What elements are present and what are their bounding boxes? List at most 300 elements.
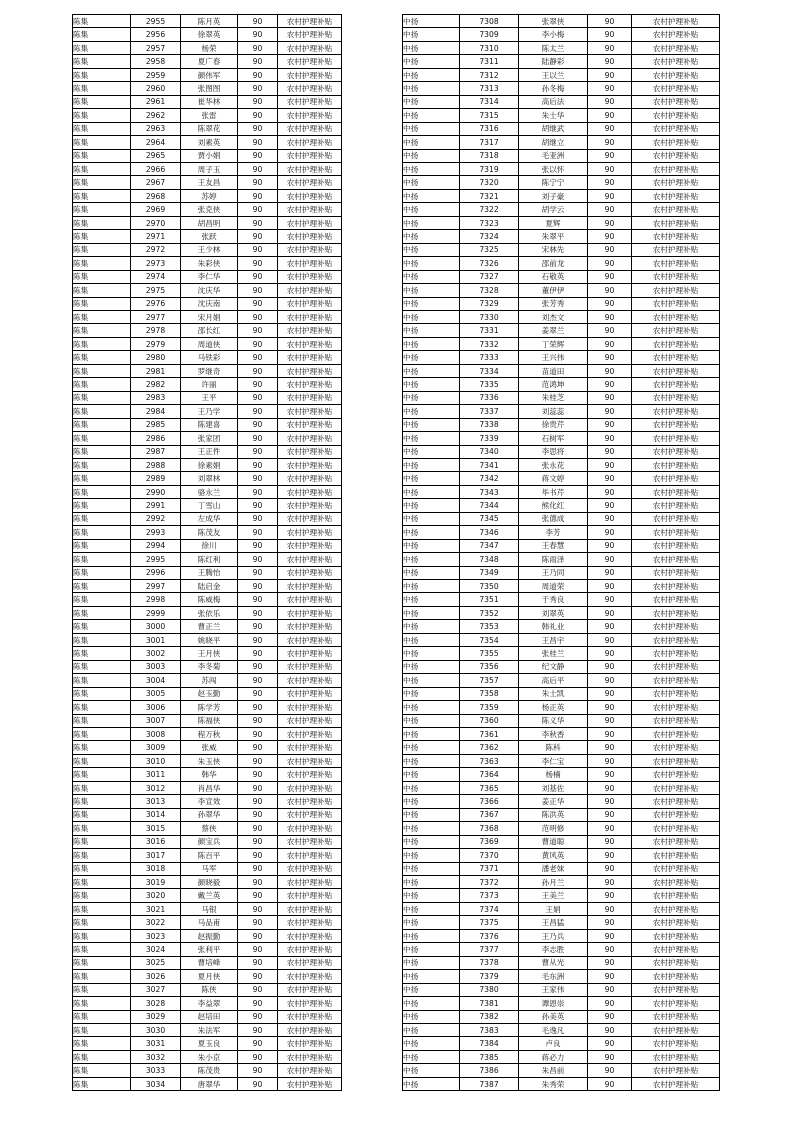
id-cell: 2983 — [131, 391, 181, 404]
amount-cell: 90 — [588, 485, 632, 498]
table-row — [403, 432, 720, 445]
amount-cell: 90 — [238, 1023, 278, 1036]
town-cell: 中扬 — [403, 997, 460, 1010]
name-cell: 石敬英 — [519, 270, 588, 283]
amount-cell: 90 — [238, 889, 278, 902]
subsidy-type-cell: 农村护理补贴 — [632, 257, 720, 270]
table-row — [403, 41, 720, 54]
table-row — [403, 216, 720, 229]
name-cell: 马品甫 — [181, 916, 238, 929]
table-row — [403, 162, 720, 175]
subsidy-type-cell: 农村护理补贴 — [278, 512, 342, 525]
amount-cell: 90 — [238, 28, 278, 41]
town-cell: 中扬 — [403, 95, 460, 108]
id-cell: 7310 — [460, 41, 519, 54]
town-cell: 中扬 — [403, 983, 460, 996]
town-cell: 陈集 — [73, 270, 131, 283]
table-row — [73, 1050, 342, 1063]
subsidy-type-cell: 农村护理补贴 — [632, 633, 720, 646]
town-cell: 陈集 — [73, 606, 131, 619]
amount-cell: 90 — [588, 216, 632, 229]
id-cell: 2996 — [131, 566, 181, 579]
subsidy-type-cell: 农村护理补贴 — [632, 351, 720, 364]
table-row — [73, 943, 342, 956]
town-cell: 中扬 — [403, 149, 460, 162]
amount-cell: 90 — [588, 82, 632, 95]
name-cell: 王正件 — [181, 445, 238, 458]
id-cell: 2956 — [131, 28, 181, 41]
amount-cell: 90 — [588, 728, 632, 741]
table-row — [403, 418, 720, 431]
subsidy-type-cell: 农村护理补贴 — [632, 741, 720, 754]
table-row — [403, 82, 720, 95]
id-cell: 7346 — [460, 526, 519, 539]
name-cell: 张永花 — [519, 458, 588, 471]
town-cell: 中扬 — [403, 15, 460, 28]
id-cell: 2969 — [131, 203, 181, 216]
id-cell: 7324 — [460, 230, 519, 243]
subsidy-type-cell: 农村护理补贴 — [632, 109, 720, 122]
name-cell: 张雷 — [181, 109, 238, 122]
id-cell: 7323 — [460, 216, 519, 229]
name-cell: 朱士凯 — [519, 687, 588, 700]
amount-cell: 90 — [238, 122, 278, 135]
town-cell: 陈集 — [73, 714, 131, 727]
name-cell: 张桂兰 — [519, 647, 588, 660]
subsidy-type-cell: 农村护理补贴 — [632, 458, 720, 471]
town-cell: 中扬 — [403, 620, 460, 633]
table-row — [403, 566, 720, 579]
table-row — [73, 781, 342, 794]
town-cell: 中扬 — [403, 216, 460, 229]
subsidy-type-cell: 农村护理补贴 — [278, 889, 342, 902]
left-subsidy-table — [72, 14, 342, 1091]
name-cell: 马银 — [181, 902, 238, 915]
amount-cell: 90 — [238, 499, 278, 512]
subsidy-type-cell: 农村护理补贴 — [278, 781, 342, 794]
id-cell: 3009 — [131, 741, 181, 754]
table-row — [73, 997, 342, 1010]
subsidy-type-cell: 农村护理补贴 — [632, 593, 720, 606]
name-cell: 王娟 — [519, 902, 588, 915]
amount-cell: 90 — [588, 795, 632, 808]
amount-cell: 90 — [588, 620, 632, 633]
id-cell: 7339 — [460, 432, 519, 445]
table-row — [403, 916, 720, 929]
subsidy-type-cell: 农村护理补贴 — [632, 862, 720, 875]
name-cell: 宋林先 — [519, 243, 588, 256]
id-cell: 3030 — [131, 1023, 181, 1036]
table-row — [403, 1077, 720, 1090]
name-cell: 李仁宝 — [519, 754, 588, 767]
id-cell: 3018 — [131, 862, 181, 875]
subsidy-type-cell: 农村护理补贴 — [632, 902, 720, 915]
table-row — [73, 526, 342, 539]
subsidy-type-cell: 农村护理补贴 — [632, 391, 720, 404]
id-cell: 7383 — [460, 1023, 519, 1036]
name-cell: 张威 — [181, 741, 238, 754]
amount-cell: 90 — [238, 566, 278, 579]
name-cell: 姜正华 — [519, 795, 588, 808]
name-cell: 唐翠华 — [181, 1077, 238, 1090]
town-cell: 陈集 — [73, 472, 131, 485]
town-cell: 中扬 — [403, 566, 460, 579]
table-row — [73, 687, 342, 700]
name-cell: 苏闯 — [181, 674, 238, 687]
subsidy-type-cell: 农村护理补贴 — [632, 580, 720, 593]
id-cell: 7318 — [460, 149, 519, 162]
name-cell: 张跃 — [181, 230, 238, 243]
subsidy-type-cell: 农村护理补贴 — [278, 902, 342, 915]
subsidy-type-cell: 农村护理补贴 — [632, 1077, 720, 1090]
name-cell: 胡继武 — [519, 122, 588, 135]
subsidy-type-cell: 农村护理补贴 — [632, 943, 720, 956]
town-cell: 陈集 — [73, 1050, 131, 1063]
subsidy-type-cell: 农村护理补贴 — [632, 566, 720, 579]
name-cell: 曹从光 — [519, 956, 588, 969]
name-cell: 王乃同 — [519, 566, 588, 579]
table-row — [73, 351, 342, 364]
amount-cell: 90 — [238, 82, 278, 95]
id-cell: 7359 — [460, 701, 519, 714]
name-cell: 张芳秀 — [519, 297, 588, 310]
subsidy-type-cell: 农村护理补贴 — [632, 916, 720, 929]
subsidy-type-cell: 农村护理补贴 — [632, 1037, 720, 1050]
subsidy-type-cell: 农村护理补贴 — [632, 849, 720, 862]
id-cell: 3027 — [131, 983, 181, 996]
town-cell: 中扬 — [403, 580, 460, 593]
name-cell: 陆启金 — [181, 580, 238, 593]
name-cell: 朱昌前 — [519, 1064, 588, 1077]
id-cell: 3029 — [131, 1010, 181, 1023]
town-cell: 陈集 — [73, 728, 131, 741]
town-cell: 陈集 — [73, 95, 131, 108]
table-row — [73, 230, 342, 243]
town-cell: 中扬 — [403, 1023, 460, 1036]
id-cell: 7363 — [460, 754, 519, 767]
id-cell: 3033 — [131, 1064, 181, 1077]
table-row — [73, 620, 342, 633]
subsidy-type-cell: 农村护理补贴 — [278, 445, 342, 458]
amount-cell: 90 — [238, 109, 278, 122]
subsidy-type-cell: 农村护理补贴 — [632, 472, 720, 485]
amount-cell: 90 — [588, 781, 632, 794]
amount-cell: 90 — [588, 1050, 632, 1063]
amount-cell: 90 — [588, 835, 632, 848]
amount-cell: 90 — [238, 620, 278, 633]
amount-cell: 90 — [588, 970, 632, 983]
name-cell: 杨荣 — [181, 41, 238, 54]
subsidy-type-cell: 农村护理补贴 — [278, 660, 342, 673]
amount-cell: 90 — [588, 1064, 632, 1077]
town-cell: 陈集 — [73, 176, 131, 189]
table-row — [73, 458, 342, 471]
name-cell: 刘素英 — [181, 136, 238, 149]
name-cell: 丁雪山 — [181, 499, 238, 512]
table-row — [403, 876, 720, 889]
table-row — [73, 647, 342, 660]
town-cell: 陈集 — [73, 580, 131, 593]
amount-cell: 90 — [588, 1077, 632, 1090]
subsidy-type-cell: 农村护理补贴 — [632, 405, 720, 418]
town-cell: 中扬 — [403, 714, 460, 727]
id-cell: 7364 — [460, 768, 519, 781]
name-cell: 李益翠 — [181, 997, 238, 1010]
table-row — [73, 109, 342, 122]
amount-cell: 90 — [588, 983, 632, 996]
town-cell: 陈集 — [73, 109, 131, 122]
name-cell: 朱翠平 — [519, 230, 588, 243]
table-row — [73, 566, 342, 579]
town-cell: 陈集 — [73, 1064, 131, 1077]
town-cell: 中扬 — [403, 55, 460, 68]
town-cell: 陈集 — [73, 351, 131, 364]
town-cell: 陈集 — [73, 122, 131, 135]
town-cell: 中扬 — [403, 189, 460, 202]
id-cell: 3020 — [131, 889, 181, 902]
id-cell: 7371 — [460, 862, 519, 875]
town-cell: 陈集 — [73, 929, 131, 942]
town-cell: 陈集 — [73, 162, 131, 175]
amount-cell: 90 — [588, 647, 632, 660]
subsidy-type-cell: 农村护理补贴 — [632, 82, 720, 95]
table-row — [73, 970, 342, 983]
name-cell: 朱彩侠 — [181, 257, 238, 270]
id-cell: 2973 — [131, 257, 181, 270]
subsidy-type-cell: 农村护理补贴 — [278, 41, 342, 54]
table-row — [403, 284, 720, 297]
town-cell: 中扬 — [403, 378, 460, 391]
subsidy-type-cell: 农村护理补贴 — [278, 203, 342, 216]
town-cell: 陈集 — [73, 82, 131, 95]
amount-cell: 90 — [588, 391, 632, 404]
town-cell: 陈集 — [73, 445, 131, 458]
name-cell: 李小梅 — [519, 28, 588, 41]
table-row — [73, 203, 342, 216]
table-row — [403, 270, 720, 283]
id-cell: 3016 — [131, 835, 181, 848]
name-cell: 孙翠华 — [181, 808, 238, 821]
subsidy-type-cell: 农村护理补贴 — [632, 647, 720, 660]
name-cell: 赵振勤 — [181, 929, 238, 942]
subsidy-type-cell: 农村护理补贴 — [632, 997, 720, 1010]
amount-cell: 90 — [238, 593, 278, 606]
town-cell: 陈集 — [73, 970, 131, 983]
table-row — [403, 1037, 720, 1050]
town-cell: 中扬 — [403, 539, 460, 552]
town-cell: 中扬 — [403, 781, 460, 794]
id-cell: 7372 — [460, 876, 519, 889]
id-cell: 3012 — [131, 781, 181, 794]
amount-cell: 90 — [238, 55, 278, 68]
amount-cell: 90 — [238, 660, 278, 673]
name-cell: 王昌猛 — [519, 916, 588, 929]
amount-cell: 90 — [588, 849, 632, 862]
town-cell: 中扬 — [403, 687, 460, 700]
id-cell: 7315 — [460, 109, 519, 122]
name-cell: 王以兰 — [519, 68, 588, 81]
id-cell: 2992 — [131, 512, 181, 525]
amount-cell: 90 — [588, 997, 632, 1010]
name-cell: 毛东洲 — [519, 970, 588, 983]
subsidy-type-cell: 农村护理补贴 — [632, 1050, 720, 1063]
id-cell: 7352 — [460, 606, 519, 619]
amount-cell: 90 — [238, 391, 278, 404]
table-row — [403, 230, 720, 243]
id-cell: 2980 — [131, 351, 181, 364]
name-cell: 孙月兰 — [519, 876, 588, 889]
table-row — [73, 55, 342, 68]
id-cell: 7376 — [460, 929, 519, 942]
id-cell: 7319 — [460, 162, 519, 175]
id-cell: 2974 — [131, 270, 181, 283]
amount-cell: 90 — [238, 257, 278, 270]
subsidy-type-cell: 农村护理补贴 — [632, 754, 720, 767]
town-cell: 陈集 — [73, 284, 131, 297]
table-row — [403, 257, 720, 270]
amount-cell: 90 — [588, 68, 632, 81]
amount-cell: 90 — [238, 795, 278, 808]
name-cell: 陈学芳 — [181, 701, 238, 714]
amount-cell: 90 — [238, 983, 278, 996]
town-cell: 中扬 — [403, 243, 460, 256]
table-row — [403, 620, 720, 633]
id-cell: 2994 — [131, 539, 181, 552]
amount-cell: 90 — [238, 970, 278, 983]
id-cell: 7370 — [460, 849, 519, 862]
table-row — [403, 997, 720, 1010]
subsidy-type-cell: 农村护理补贴 — [278, 189, 342, 202]
id-cell: 3017 — [131, 849, 181, 862]
table-row — [403, 835, 720, 848]
id-cell: 7334 — [460, 364, 519, 377]
name-cell: 毕书芹 — [519, 485, 588, 498]
amount-cell: 90 — [238, 458, 278, 471]
id-cell: 7309 — [460, 28, 519, 41]
amount-cell: 90 — [588, 902, 632, 915]
subsidy-type-cell: 农村护理补贴 — [632, 41, 720, 54]
town-cell: 陈集 — [73, 822, 131, 835]
amount-cell: 90 — [588, 1023, 632, 1036]
table-row — [73, 270, 342, 283]
town-cell: 中扬 — [403, 1050, 460, 1063]
name-cell: 刘子豪 — [519, 189, 588, 202]
table-row — [73, 1064, 342, 1077]
name-cell: 朱玉侠 — [181, 754, 238, 767]
amount-cell: 90 — [588, 432, 632, 445]
table-row — [403, 539, 720, 552]
amount-cell: 90 — [238, 15, 278, 28]
table-row — [403, 378, 720, 391]
name-cell: 高后法 — [519, 95, 588, 108]
id-cell: 7365 — [460, 781, 519, 794]
town-cell: 中扬 — [403, 1010, 460, 1023]
town-cell: 陈集 — [73, 378, 131, 391]
town-cell: 陈集 — [73, 243, 131, 256]
table-row — [403, 849, 720, 862]
amount-cell: 90 — [238, 606, 278, 619]
town-cell: 陈集 — [73, 297, 131, 310]
subsidy-type-cell: 农村护理补贴 — [278, 539, 342, 552]
id-cell: 7386 — [460, 1064, 519, 1077]
subsidy-type-cell: 农村护理补贴 — [632, 28, 720, 41]
name-cell: 韩华 — [181, 768, 238, 781]
right-subsidy-table — [402, 14, 720, 1091]
name-cell: 崔华林 — [181, 95, 238, 108]
subsidy-type-cell: 农村护理补贴 — [632, 781, 720, 794]
table-row — [403, 149, 720, 162]
amount-cell: 90 — [588, 499, 632, 512]
subsidy-type-cell: 农村护理补贴 — [632, 176, 720, 189]
id-cell: 7336 — [460, 391, 519, 404]
id-cell: 2979 — [131, 337, 181, 350]
table-row — [73, 28, 342, 41]
town-cell: 陈集 — [73, 337, 131, 350]
town-cell: 陈集 — [73, 28, 131, 41]
town-cell: 陈集 — [73, 41, 131, 54]
id-cell: 7347 — [460, 539, 519, 552]
table-row — [73, 768, 342, 781]
amount-cell: 90 — [588, 378, 632, 391]
id-cell: 3001 — [131, 633, 181, 646]
id-cell: 3034 — [131, 1077, 181, 1090]
subsidy-type-cell: 农村护理补贴 — [278, 647, 342, 660]
subsidy-type-cell: 农村护理补贴 — [278, 929, 342, 942]
subsidy-type-cell: 农村护理补贴 — [632, 95, 720, 108]
amount-cell: 90 — [588, 122, 632, 135]
subsidy-type-cell: 农村护理补贴 — [278, 364, 342, 377]
subsidy-type-cell: 农村护理补贴 — [632, 768, 720, 781]
subsidy-type-cell: 农村护理补贴 — [278, 162, 342, 175]
table-row — [403, 606, 720, 619]
id-cell: 7308 — [460, 15, 519, 28]
id-cell: 2986 — [131, 432, 181, 445]
amount-cell: 90 — [238, 580, 278, 593]
town-cell: 陈集 — [73, 849, 131, 862]
name-cell: 董伊伊 — [519, 284, 588, 297]
table-row — [73, 136, 342, 149]
table-row — [403, 136, 720, 149]
table-row — [73, 41, 342, 54]
name-cell: 卢良 — [519, 1037, 588, 1050]
table-row — [403, 1050, 720, 1063]
subsidy-type-cell: 农村护理补贴 — [632, 364, 720, 377]
subsidy-type-cell: 农村护理补贴 — [278, 956, 342, 969]
id-cell: 7368 — [460, 822, 519, 835]
amount-cell: 90 — [238, 472, 278, 485]
amount-cell: 90 — [588, 230, 632, 243]
amount-cell: 90 — [238, 849, 278, 862]
town-cell: 陈集 — [73, 149, 131, 162]
table-row — [73, 983, 342, 996]
subsidy-type-cell: 农村护理补贴 — [632, 808, 720, 821]
name-cell: 王家伟 — [519, 983, 588, 996]
id-cell: 7366 — [460, 795, 519, 808]
amount-cell: 90 — [238, 1037, 278, 1050]
amount-cell: 90 — [588, 458, 632, 471]
subsidy-type-cell: 农村护理补贴 — [278, 1077, 342, 1090]
id-cell: 7341 — [460, 458, 519, 471]
name-cell: 陈义华 — [519, 714, 588, 727]
town-cell: 陈集 — [73, 997, 131, 1010]
table-row — [403, 351, 720, 364]
subsidy-type-cell: 农村护理补贴 — [278, 472, 342, 485]
town-cell: 陈集 — [73, 512, 131, 525]
table-row — [73, 849, 342, 862]
table-row — [73, 485, 342, 498]
name-cell: 骆永兰 — [181, 485, 238, 498]
table-row — [73, 378, 342, 391]
